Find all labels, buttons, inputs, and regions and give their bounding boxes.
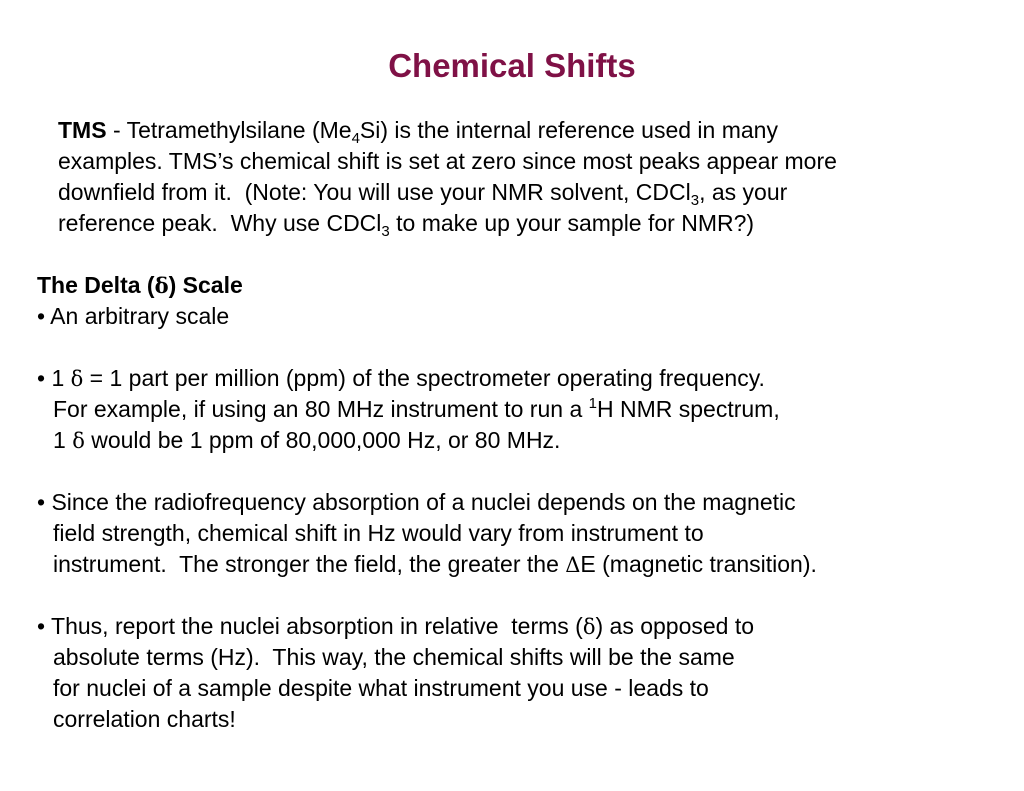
delta-symbol: δ (582, 615, 596, 639)
bullet-text: ) as opposed to (595, 613, 755, 639)
bullet-relative-terms-line-3: for nuclei of a sample despite what instrument you use - leads to (53, 675, 709, 701)
tms-text: downfield from it. (Note: You will use your NMR solvent, CDCl (58, 179, 691, 205)
bullet-arbitrary-scale: • An arbitrary scale (37, 303, 230, 329)
bullet-text: 1 (53, 427, 73, 453)
capital-delta-symbol: Δ (565, 553, 581, 577)
bullet-text: E (magnetic transition). (580, 551, 817, 577)
delta-scale-section (37, 270, 997, 735)
bullet-text: For example, if using an 80 MHz instrument to run a (53, 396, 589, 422)
bullet-ppm-line-2 (37, 394, 997, 425)
heading-text: The Delta ( (37, 272, 155, 298)
bullet-text: would be 1 ppm of 80,000,000 Hz, or 80 MHz. (84, 427, 561, 453)
tms-paragraph (58, 115, 978, 239)
bullet-text: instrument. The stronger the field, the greater the (53, 551, 566, 577)
subscript: 3 (381, 223, 390, 240)
superscript: 1 (588, 395, 597, 412)
tms-text: to make up your sample for NMR?) (389, 210, 755, 236)
bullet-relative-terms-line-2: absolute terms (Hz). This way, the chemical shifts will be the same (53, 644, 735, 670)
bullet-ppm-line-1 (37, 363, 997, 394)
bullet-radiofrequency-line-1: • Since the radiofrequency absorption of a nuclei depends on the magnetic (37, 489, 796, 515)
bullet-text: H NMR spectrum, (596, 396, 780, 422)
subscript: 3 (690, 192, 700, 209)
delta-symbol: δ (70, 367, 84, 391)
heading-text: ) Scale (168, 272, 243, 298)
bullet-text: • Thus, report the nuclei absorption in relative terms ( (37, 613, 583, 639)
delta-symbol: δ (72, 429, 85, 453)
tms-text: , as your (699, 179, 788, 205)
tms-term: TMS (58, 117, 107, 143)
tms-text: - Tetramethylsilane (Me (106, 117, 352, 143)
tms-line-4 (58, 208, 978, 239)
tms-line-1 (58, 115, 978, 146)
subscript: 4 (351, 130, 360, 147)
bullet-text: • 1 (37, 365, 71, 391)
bullet-relative-terms-line-1 (37, 611, 997, 642)
tms-text: Si) is the internal reference used in many (359, 117, 778, 143)
bullet-ppm-line-3 (37, 425, 997, 456)
tms-line-2: examples. TMS’s chemical shift is set at zero since most peaks appear more (58, 148, 837, 174)
bullet-radiofrequency-line-3 (37, 549, 997, 580)
bullet-relative-terms-line-4: correlation charts! (53, 706, 236, 732)
bullet-radiofrequency-line-2: field strength, chemical shift in Hz would vary from instrument to (53, 520, 704, 546)
tms-line-3 (58, 177, 978, 208)
slide-title: Chemical Shifts (388, 47, 636, 84)
bullet-text: = 1 part per million (ppm) of the spectrometer operating frequency. (83, 365, 765, 391)
tms-text: reference peak. Why use CDCl (58, 210, 382, 236)
delta-heading (37, 270, 997, 301)
delta-symbol: δ (154, 273, 169, 298)
